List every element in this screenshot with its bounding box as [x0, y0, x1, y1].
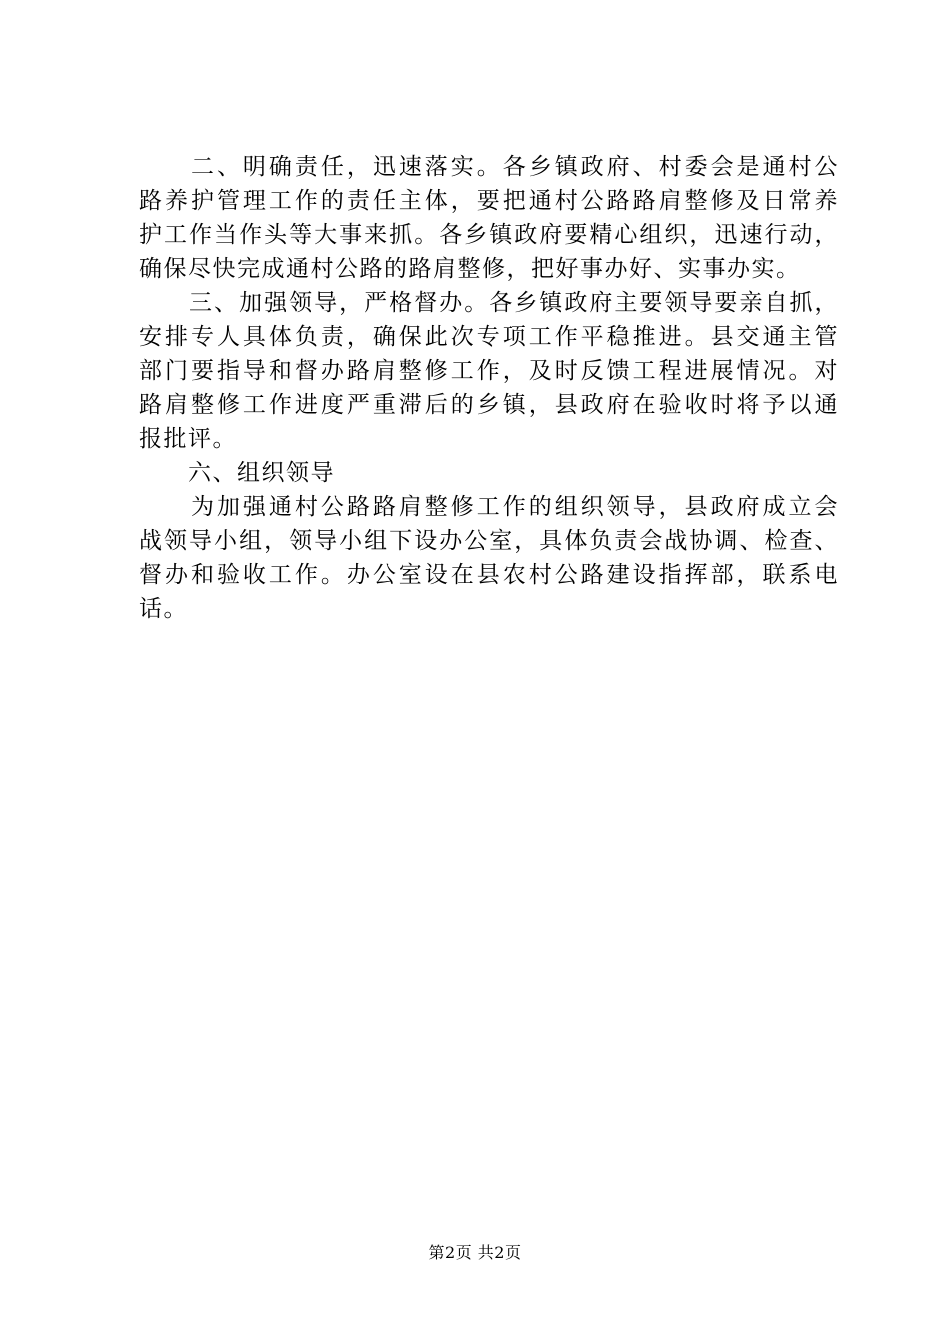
paragraph-line: 部门要指导和督办路肩整修工作，及时反馈工程进展情况。对 [139, 358, 839, 384]
paragraph-line: 话。 [139, 596, 188, 622]
paragraph-line: 战领导小组，领导小组下设办公室，具体负责会战协调、检查、 [139, 528, 839, 554]
paragraph-line: 路肩整修工作进度严重滞后的乡镇，县政府在验收时将予以通 [139, 392, 839, 418]
document-body [139, 150, 839, 626]
paragraph-line: 路养护管理工作的责任主体，要把通村公路路肩整修及日常养 [139, 188, 839, 214]
page-number-footer: 第2页 共2页 [428, 1243, 522, 1262]
paragraph-line: 报批评。 [139, 426, 237, 452]
paragraph-line: 为加强通村公路路肩整修工作的组织领导，县政府成立会 [139, 494, 839, 520]
paragraph-line: 护工作当作头等大事来抓。各乡镇政府要精心组织，迅速行动， [139, 222, 839, 248]
paragraph-line: 三、加强领导，严格督办。各乡镇政府主要领导要亲自抓， [139, 290, 839, 316]
paragraph-line: 安排专人具体负责，确保此次专项工作平稳推进。县交通主管 [139, 324, 839, 350]
section-heading-text: 六、组织领导 [139, 460, 335, 486]
paragraph-line: 二、明确责任，迅速落实。各乡镇政府、村委会是通村公 [139, 154, 839, 180]
section-heading [139, 456, 839, 490]
paragraph-line: 确保尽快完成通村公路的路肩整修，把好事办好、实事办实。 [139, 256, 801, 282]
paragraph-leadership-supervision [139, 286, 839, 456]
paragraph-organization [139, 490, 839, 626]
paragraph-responsibility [139, 150, 839, 286]
paragraph-line: 督办和验收工作。办公室设在县农村公路建设指挥部，联系电 [139, 562, 839, 588]
